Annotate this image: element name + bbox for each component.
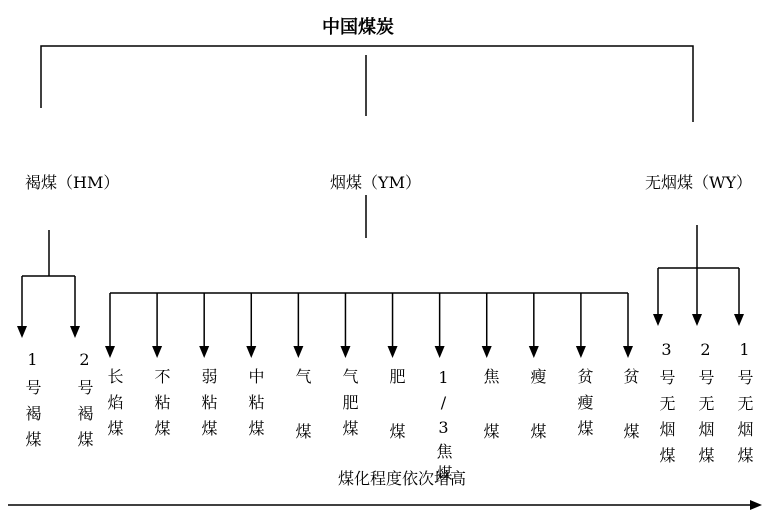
bituminous-arrow-head: [623, 346, 633, 358]
coal-type-brown-2: 2号褐煤: [75, 350, 94, 457]
bituminous-arrow-head: [105, 346, 115, 358]
anthracite-arrow-3: [653, 314, 663, 326]
coal-type-bituminous-12: 贫 煤: [621, 368, 640, 449]
top-bracket: [41, 46, 693, 122]
brown-arrow-2: [70, 326, 80, 338]
bituminous-arrow-head: [529, 346, 539, 358]
bituminous-arrow-head: [482, 346, 492, 358]
anthracite-arrow-2: [692, 314, 702, 326]
progression-arrow-head: [750, 500, 762, 510]
coal-type-bituminous-11: 贫瘦煤: [575, 368, 594, 446]
anthracite-branch: [658, 225, 739, 320]
coal-type-bituminous-3: 弱粘煤: [199, 368, 218, 446]
progression-label: 煤化程度依次增高: [338, 469, 467, 488]
coal-type-brown-1: 1号褐煤: [23, 350, 42, 457]
coal-type-bituminous-9: 焦 煤: [481, 368, 500, 449]
brown-branch: [22, 230, 75, 330]
diagram-title: 中国煤炭: [322, 17, 394, 38]
anthracite-arrow-1: [734, 314, 744, 326]
coal-type-anthracite-1: 1号无烟煤: [735, 340, 754, 473]
coal-type-bituminous-5: 气 煤: [293, 368, 312, 449]
bituminous-arrow-head: [576, 346, 586, 358]
brown-arrow-1: [17, 326, 27, 338]
bituminous-arrow-head: [340, 346, 350, 358]
bituminous-arrow-head: [388, 346, 398, 358]
coal-type-bituminous-7: 肥 煤: [387, 368, 406, 449]
bituminous-arrow-head: [199, 346, 209, 358]
bituminous-arrow-head: [435, 346, 445, 358]
bituminous-arrow-head: [293, 346, 303, 358]
coal-type-bituminous-8: 1/3焦煤: [434, 368, 453, 487]
coal-type-anthracite-3: 3号无烟煤: [657, 340, 676, 473]
bituminous-arrow-head: [152, 346, 162, 358]
coal-type-bituminous-4: 中粘煤: [246, 368, 265, 446]
bituminous-arrow-head: [246, 346, 256, 358]
coal-type-bituminous-1: 长焰煤: [105, 368, 124, 446]
category-bituminous-coal: 烟煤（YM）: [330, 173, 421, 192]
coal-type-bituminous-2: 不粘煤: [152, 368, 171, 446]
coal-type-bituminous-10: 瘦 煤: [528, 368, 547, 449]
coal-type-anthracite-2: 2号无烟煤: [696, 340, 715, 473]
category-anthracite: 无烟煤（WY）: [645, 173, 753, 192]
coal-type-bituminous-6: 气肥煤: [340, 368, 359, 446]
category-brown-coal: 褐煤（HM）: [25, 173, 120, 192]
